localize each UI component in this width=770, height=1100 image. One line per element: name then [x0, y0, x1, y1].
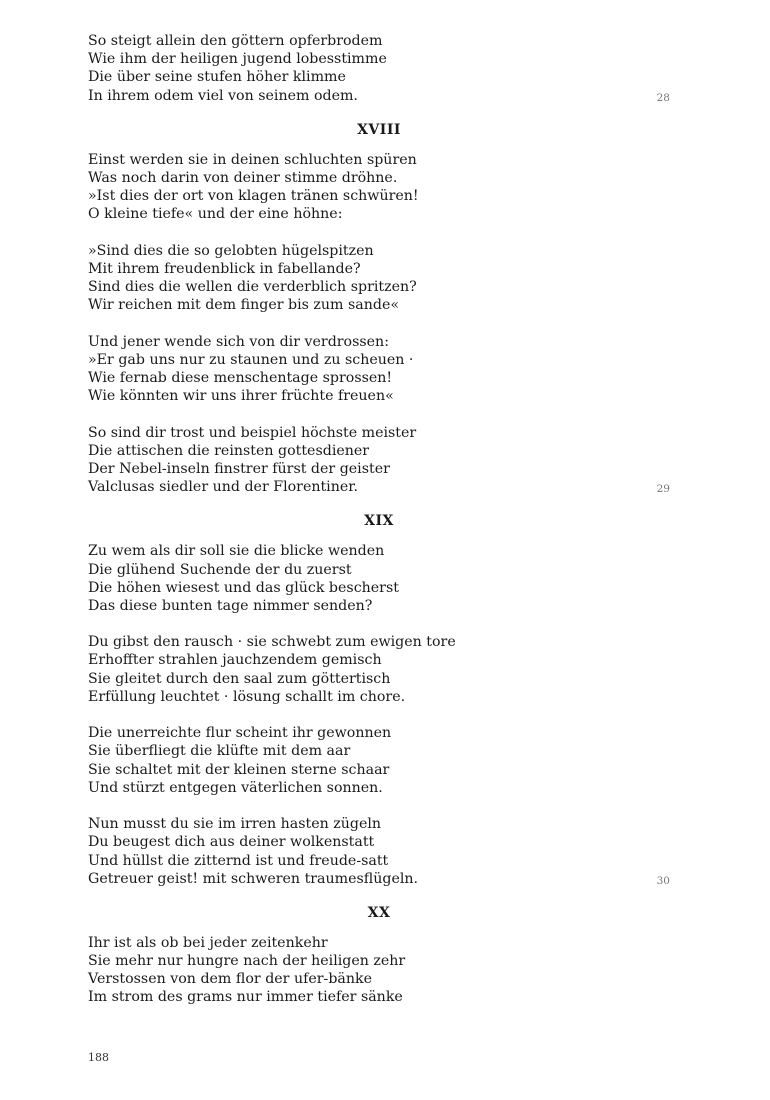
- stanza: [88, 333, 670, 406]
- verse-line: [88, 633, 670, 651]
- verse-text: Erfüllung leuchtet · lösung schallt im chore.: [88, 688, 406, 705]
- verse-text: Wir reichen mit dem finger bis zum sande«: [88, 297, 400, 314]
- verse-line: [88, 278, 670, 296]
- verse-line: [88, 870, 670, 888]
- verse-text: Und hüllst die zitternd ist und freude-satt: [88, 852, 389, 869]
- verse-line: [88, 742, 670, 760]
- verse-text: Sie überfliegt die klüfte mit dem aar: [88, 743, 351, 760]
- verse-text: Sie schaltet mit der kleinen sterne schaar: [88, 761, 390, 778]
- verse-line: [88, 87, 670, 105]
- verse-text: Getreuer geist! mit schweren traumesflügeln.: [88, 870, 419, 887]
- verse-line: [88, 724, 670, 742]
- poem-section: [88, 32, 670, 105]
- poem-section: [88, 121, 670, 497]
- stanza: [88, 151, 670, 224]
- verse-text: Mit ihrem freudenblick in fabellande?: [88, 260, 361, 277]
- verse-text: Die glühend Suchende der du zuerst: [88, 561, 352, 578]
- verse-text: Erhoffter strahlen jauchzendem gemisch: [88, 652, 382, 669]
- verse-line: [88, 169, 670, 187]
- verse-line: [88, 187, 670, 205]
- verse-text: Wie fernab diese menschentage sprossen!: [88, 370, 393, 386]
- verse-text: Zu wem als dir soll sie die blicke wenden: [88, 543, 385, 560]
- stanza: [88, 242, 670, 315]
- verse-text: »Er gab uns nur zu staunen und zu scheuen ·: [88, 351, 414, 368]
- verse-line: [88, 815, 670, 833]
- verse-text: In ihrem odem viel von seinem odem.: [88, 87, 358, 104]
- verse-text: So sind dir trost und beispiel höchste meister: [88, 424, 417, 441]
- verse-text: »Ist dies der ort von klagen tränen schwüren!: [88, 188, 419, 205]
- poem-section: [88, 512, 670, 888]
- marginal-line-number: 30: [656, 874, 670, 887]
- stanza: [88, 542, 670, 615]
- verse-line: [88, 852, 670, 870]
- verse-text: Ihr ist als ob bei jeder zeitenkehr: [88, 934, 328, 951]
- verse-text: Sie gleitet durch den saal zum göttertisch: [88, 670, 391, 687]
- verse-text: Und stürzt entgegen väterlichen sonnen.: [88, 779, 383, 796]
- verse-text: Einst werden sie in deinen schluchten spüren: [88, 151, 417, 168]
- verse-text: Valclusas siedler und der Florentiner.: [88, 479, 358, 496]
- section-heading: XIX: [364, 513, 394, 530]
- verse-line: [88, 296, 670, 314]
- verse-line: [88, 833, 670, 851]
- verse-line: [88, 952, 670, 970]
- verse-text: Sind dies die wellen die verderblich spritzen?: [88, 279, 417, 296]
- verse-line: [88, 688, 670, 706]
- verse-text: Das diese bunten tage nimmer senden?: [88, 597, 373, 614]
- verse-text: »Sind dies die so gelobten hügelspitzen: [88, 242, 374, 259]
- verse-text: Und jener wende sich von dir verdrossen:: [88, 333, 389, 350]
- verse-text: Verstossen von dem flor der ufer-bänke: [88, 971, 372, 988]
- verse-line: [88, 333, 670, 351]
- section-heading: XX: [367, 904, 391, 921]
- verse-line: [88, 651, 670, 669]
- verse-text: Die höhen wiesest und das glück bescherst: [88, 579, 399, 596]
- verse-line: [88, 205, 670, 223]
- verse-line: [88, 351, 670, 369]
- verse-line: [88, 761, 670, 779]
- verse-line: [88, 988, 670, 1006]
- verse-line: [88, 460, 670, 478]
- verse-text: Die über seine stufen höher klimme: [88, 69, 346, 86]
- stanza: [88, 32, 670, 105]
- verse-text: Im strom des grams nur immer tiefer sänke: [88, 989, 403, 1006]
- poem-page: [88, 32, 670, 1023]
- verse-text: Nun musst du sie im irren hasten zügeln: [88, 816, 382, 833]
- verse-text: Wie könnten wir uns ihrer früchte freuen«: [88, 388, 394, 405]
- marginal-line-number: 29: [656, 483, 670, 496]
- verse-line: [88, 561, 670, 579]
- verse-text: Die unerreichte flur scheint ihr gewonnen: [88, 725, 392, 742]
- marginal-line-number: 28: [656, 91, 670, 104]
- poem-section: [88, 904, 670, 1007]
- verse-line: [88, 424, 670, 442]
- verse-line: [88, 579, 670, 597]
- verse-line: [88, 369, 670, 387]
- stanza: [88, 424, 670, 497]
- stanza: [88, 934, 670, 1007]
- verse-line: [88, 597, 670, 615]
- verse-line: [88, 32, 670, 50]
- verse-text: Der Nebel-inseln finstrer fürst der geister: [88, 460, 390, 477]
- verse-line: [88, 50, 670, 68]
- verse-text: So steigt allein den göttern opferbrodem: [88, 33, 383, 49]
- verse-line: [88, 151, 670, 169]
- verse-text: Wie ihm der heiligen jugend lobesstimme: [88, 51, 387, 68]
- verse-text: Die attischen die reinsten gottesdiener: [88, 442, 370, 459]
- verse-line: [88, 242, 670, 260]
- page-number: 188: [88, 1051, 109, 1064]
- stanza: [88, 633, 670, 706]
- verse-line: [88, 670, 670, 688]
- verse-line: [88, 387, 670, 405]
- verse-line: [88, 68, 670, 86]
- verse-line: [88, 478, 670, 496]
- verse-text: Sie mehr nur hungre nach der heiligen zehr: [88, 953, 406, 970]
- verse-line: [88, 934, 670, 952]
- verse-line: [88, 260, 670, 278]
- verse-text: Du beugest dich aus deiner wolkenstatt: [88, 834, 375, 851]
- verse-line: [88, 442, 670, 460]
- verse-line: [88, 779, 670, 797]
- verse-line: [88, 542, 670, 560]
- verse-text: Was noch darin von deiner stimme dröhne.: [88, 169, 398, 186]
- section-heading: XVIII: [357, 121, 401, 138]
- stanza: [88, 815, 670, 888]
- verse-text: Du gibst den rausch · sie schwebt zum ewigen tore: [88, 634, 456, 651]
- verse-line: [88, 970, 670, 988]
- stanza: [88, 724, 670, 797]
- verse-text: O kleine tiefe« und der eine höhne:: [88, 206, 343, 223]
